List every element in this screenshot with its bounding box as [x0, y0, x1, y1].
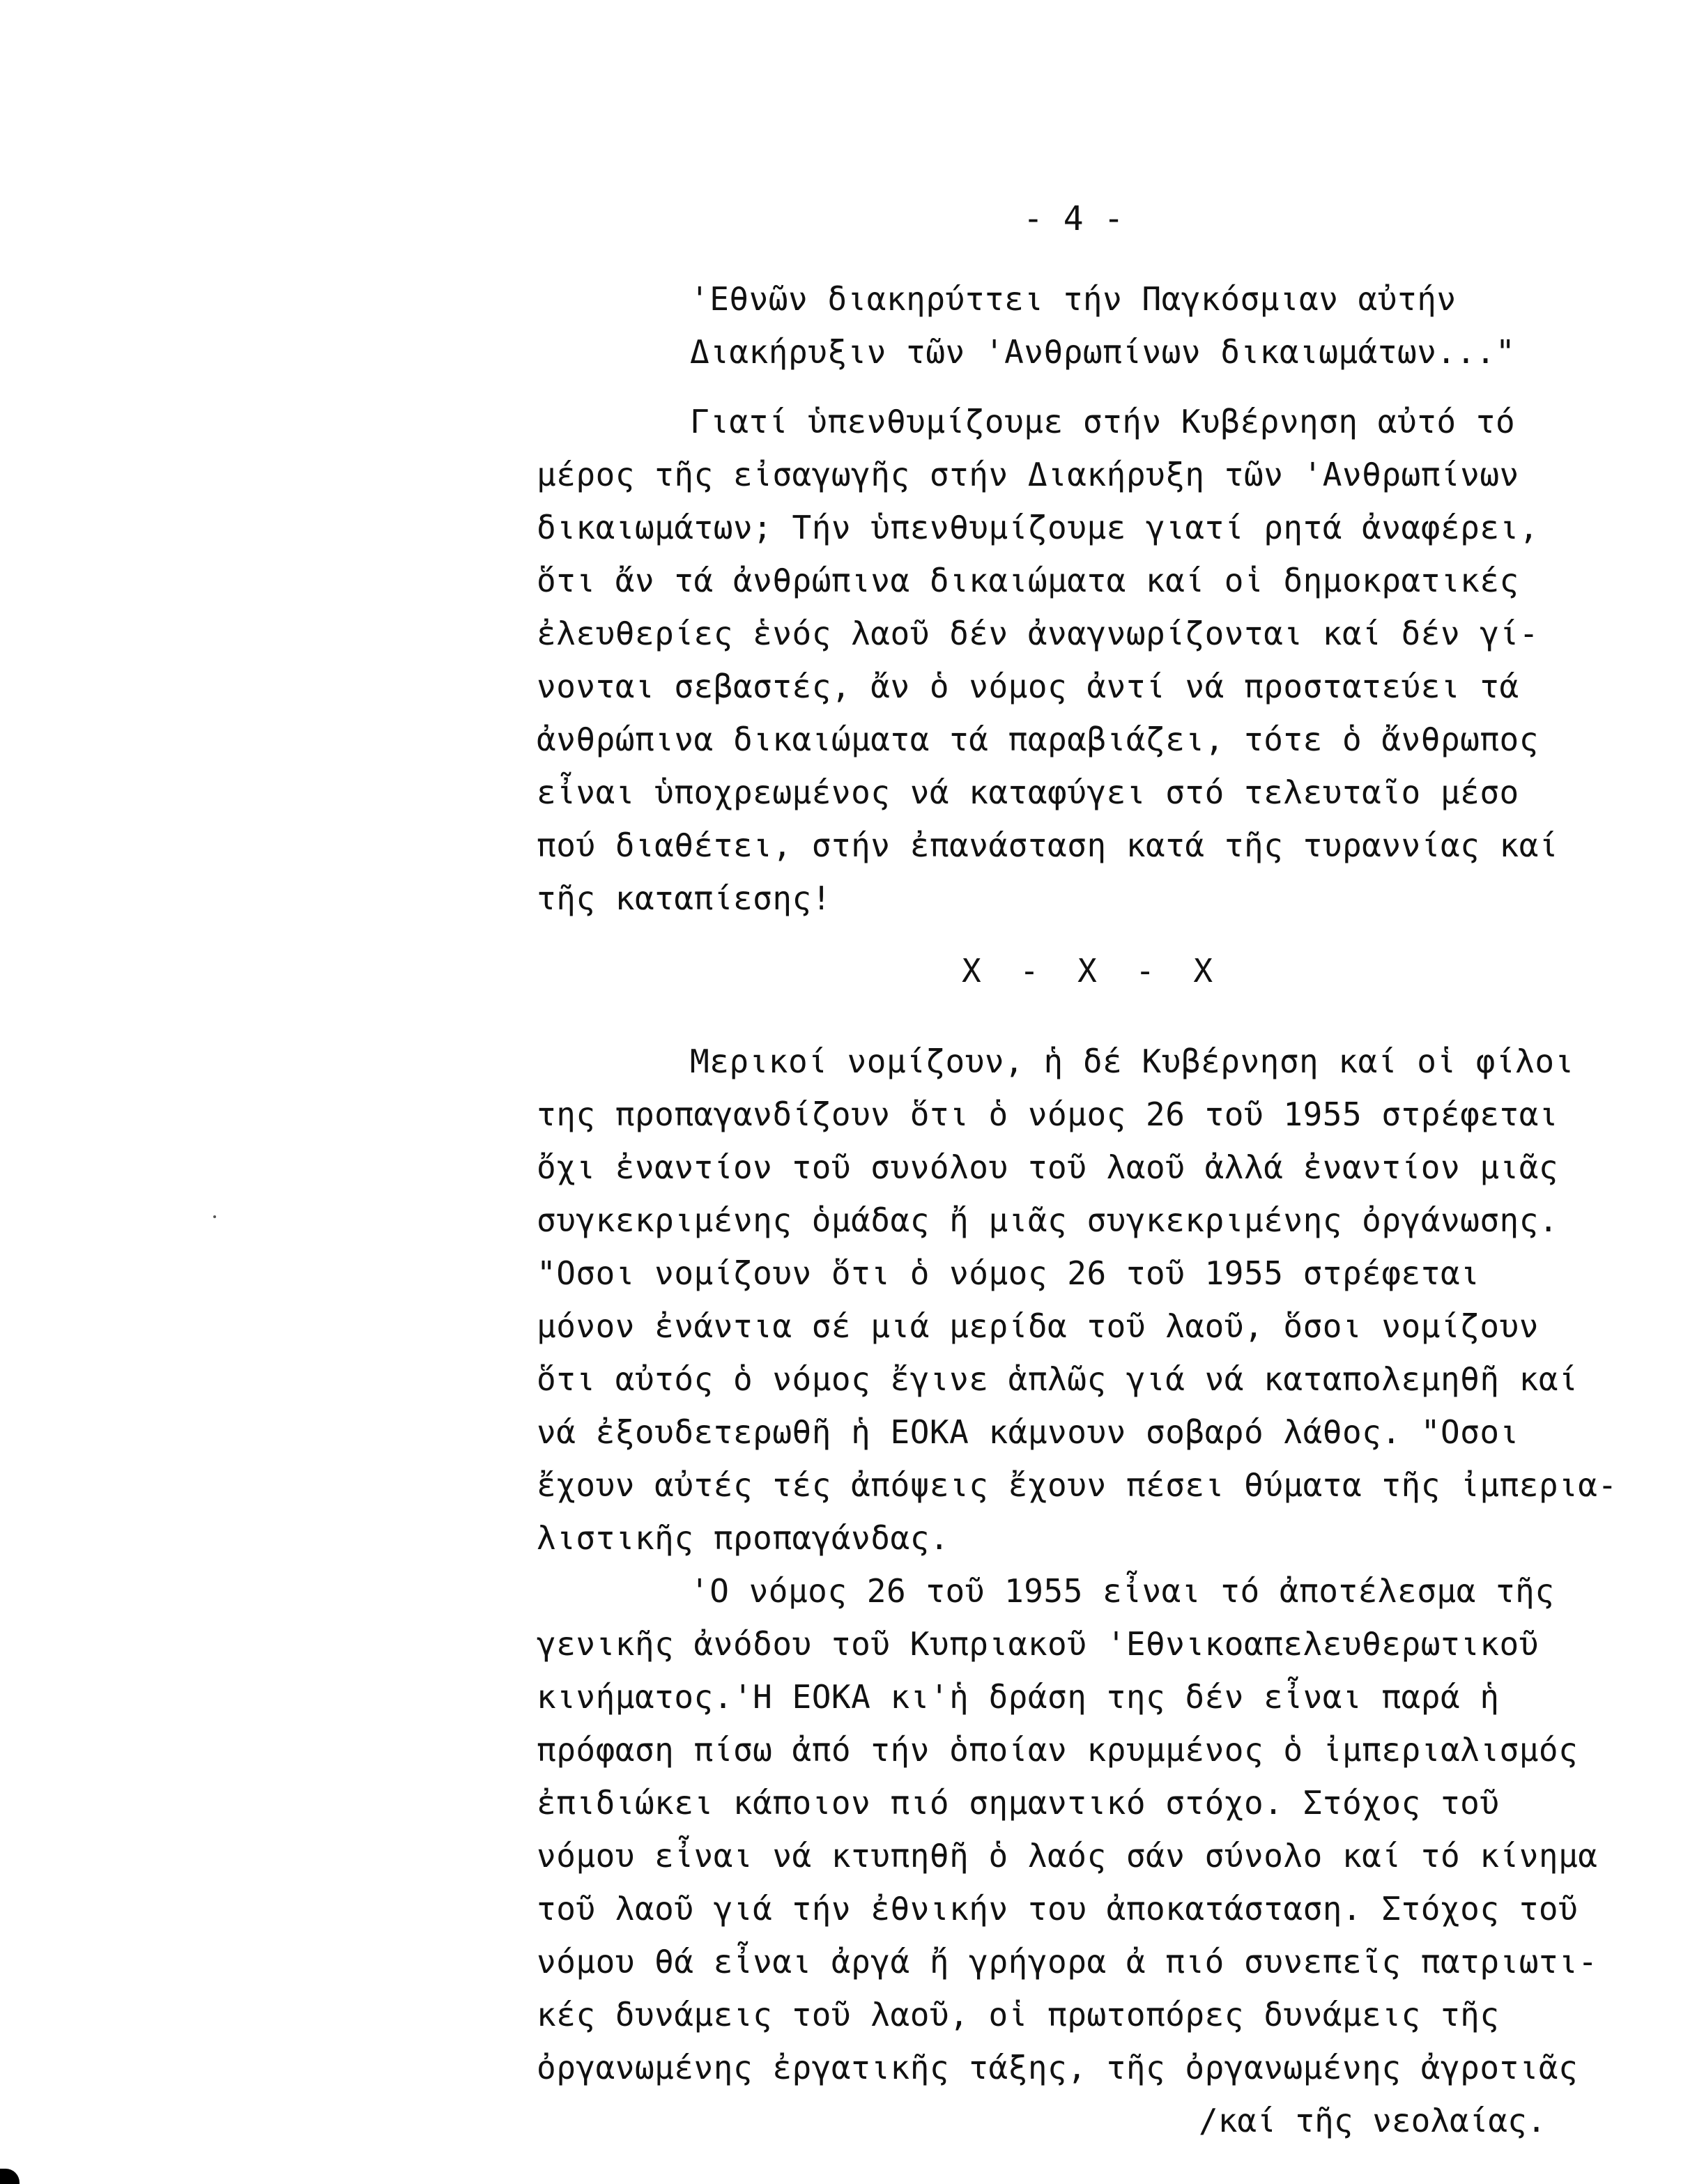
paragraph-3-line-2: της προπαγανδίζουν ὅτι ὁ νόμος 26 τοῦ 1955 στρέφεται: [537, 1095, 1559, 1133]
paragraph-4-line-6: νόμου εἶναι νά κτυπηθῆ ὁ λαός σάν σύνολο καί τό κίνημα: [537, 1837, 1598, 1875]
paragraph-2-line-2: μέρος τῆς εἰσαγωγῆς στήν Διακήρυξη τῶν 'Ανθρωπίνων: [537, 456, 1519, 493]
paragraph-4-line-2: γενικῆς ἀνόδου τοῦ Κυπριακοῦ 'Εθνικοαπελευθερωτικοῦ: [537, 1625, 1539, 1663]
paragraph-1-line-2: Διακήρυξιν τῶν 'Ανθρωπίνων δικαιωμάτων...": [690, 333, 1516, 371]
paragraph-2-line-3: δικαιωμάτων; Τήν ὑπενθυμίζουμε γιατί ρητά ἀναφέρει,: [537, 509, 1539, 546]
paragraph-3-line-9: ἔχουν αὐτές τές ἀπόψεις ἔχουν πέσει θύματα τῆς ἰμπερια-: [537, 1466, 1618, 1504]
paragraph-4-line-7: τοῦ λαοῦ γιά τήν ἐθνικήν του ἀποκατάσταση. Στόχος τοῦ: [537, 1890, 1579, 1928]
paragraph-3-line-3: ὄχι ἐναντίον τοῦ συνόλου τοῦ λαοῦ ἀλλά ἐναντίον μιᾶς: [537, 1148, 1559, 1186]
paragraph-2-line-4: ὅτι ἄν τά ἀνθρώπινα δικαιώματα καί οἱ δημοκρατικές: [537, 562, 1519, 599]
paragraph-2-line-5: ἐλευθερίες ἑνός λαοῦ δέν ἀναγνωρίζονται καί δέν γί-: [537, 615, 1539, 652]
paragraph-3-line-6: μόνον ἐνάντια σέ μιά μερίδα τοῦ λαοῦ, ὅσοι νομίζουν: [537, 1307, 1539, 1345]
paragraph-3-line-4: συγκεκριμένης ὁμάδας ἤ μιᾶς συγκεκριμένης ὀργάνωσης.: [537, 1201, 1559, 1239]
paragraph-4-line-4: πρόφαση πίσω ἀπό τήν ὁποίαν κρυμμένος ὁ ἰμπεριαλισμός: [537, 1731, 1579, 1769]
paragraph-3-line-1: Μερικοί νομίζουν, ἡ δέ Κυβέρνηση καί οἱ φίλοι: [690, 1043, 1574, 1080]
paragraph-3-line-8: νά ἐξουδετερωθῆ ἡ ΕΟΚΑ κάμνουν σοβαρό λάθος. "Οσοι: [537, 1413, 1519, 1451]
paragraph-4-line-5: ἐπιδιώκει κάποιον πιό σημαντικό στόχο. Στόχος τοῦ: [537, 1784, 1500, 1822]
paragraph-3-line-7: ὅτι αὐτός ὁ νόμος ἔγινε ἁπλῶς γιά νά καταπολεμηθῆ καί: [537, 1360, 1579, 1398]
paragraph-4-line-9: κές δυνάμεις τοῦ λαοῦ, οἱ πρωτοπόρες δυνάμεις τῆς: [537, 1996, 1500, 2033]
paragraph-4-line-10: ὀργανωμένης ἐργατικῆς τάξης, τῆς ὀργανωμένης ἀγροτιᾶς: [537, 2049, 1579, 2086]
paragraph-2-line-1: Γιατί ὑπενθυμίζουμε στήν Κυβέρνηση αὐτό τό: [690, 403, 1516, 440]
paragraph-4-line-8: νόμου θά εἶναι ἀργά ἤ γρήγορα ἀ πιό συνεπεῖς πατριωτι-: [537, 1943, 1598, 1981]
paragraph-1-line-1: 'Εθνῶν διακηρύττει τήν Παγκόσμιαν αὐτήν: [690, 280, 1457, 318]
paragraph-3-line-5: "Οσοι νομίζουν ὅτι ὁ νόμος 26 τοῦ 1955 στρέφεται: [537, 1254, 1480, 1292]
stray-speck: [213, 1215, 216, 1218]
paragraph-2-line-7: ἀνθρώπινα δικαιώματα τά παραβιάζει, τότε ὁ ἄνθρωπος: [537, 721, 1539, 758]
paragraph-4-line-1: 'Ο νόμος 26 τοῦ 1955 εἶναι τό ἀποτέλεσμα τῆς: [690, 1572, 1555, 1610]
page-number: - 4 -: [1023, 199, 1124, 238]
scan-corner-mark: [0, 2169, 20, 2184]
paragraph-2-line-6: νονται σεβαστές, ἄν ὁ νόμος ἀντί νά προστατεύει τά: [537, 668, 1519, 705]
section-separator: X - X - X: [962, 952, 1213, 990]
paragraph-2-line-9: πού διαθέτει, στήν ἐπανάσταση κατά τῆς τυραννίας καί: [537, 826, 1559, 864]
paragraph-2-line-10: τῆς καταπίεσης!: [537, 879, 831, 917]
paragraph-4-line-3: κινήματος.'Η ΕΟΚΑ κι'ἡ δράση της δέν εἶναι παρά ἡ: [537, 1678, 1500, 1716]
continuation-catchword: /καί τῆς νεολαίας.: [1199, 2102, 1546, 2139]
paragraph-2-line-8: εἶναι ὑποχρεωμένος νά καταφύγει στό τελευταῖο μέσο: [537, 774, 1519, 811]
paragraph-3-line-10: λιστικῆς προπαγάνδας.: [537, 1519, 950, 1557]
